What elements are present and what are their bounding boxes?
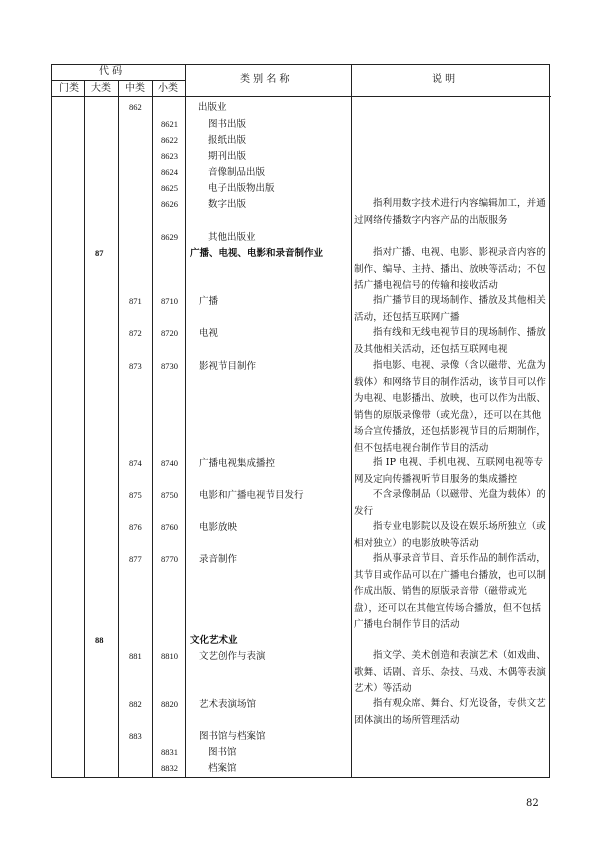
row-xiao-code: 8622 bbox=[161, 135, 178, 145]
divider-code bbox=[185, 65, 186, 777]
row-xiao-code: 8760 bbox=[161, 522, 178, 532]
row-name: 音像制品出版 bbox=[208, 167, 266, 178]
header-zhong: 中类 bbox=[125, 83, 145, 94]
row-name: 文艺创作与表演 bbox=[199, 651, 266, 662]
header-desc: 说 明 bbox=[432, 74, 456, 85]
divider-name bbox=[351, 65, 352, 777]
row-name: 广播电视集成播控 bbox=[199, 458, 276, 469]
header-name: 类 别 名 称 bbox=[240, 74, 290, 85]
divider-men bbox=[84, 80, 85, 777]
header-subline bbox=[52, 80, 185, 81]
row-xiao-code: 8770 bbox=[161, 554, 178, 564]
header-men: 门类 bbox=[59, 83, 79, 94]
row-name: 艺术表演场馆 bbox=[199, 699, 257, 710]
row-desc: 指对广播、电视、电影、影视录音内容的制作、编导、主持、播出、放映等活动；不包括广播电视信号的传输和接收活动 bbox=[354, 247, 547, 292]
row-desc: 指 IP 电视、手机电视、互联网电视等专网及定向传播视听节目服务的集成播控 bbox=[354, 457, 544, 485]
row-desc: 指从事录音节目、音乐作品的制作活动，其节目或作品可以在广播电台播放，也可以制作成出版、销售的原版录音带（磁带或光盘），还可以在其他宣传场合播放，但不包括广播电台制作节目的活动 bbox=[354, 553, 547, 631]
row-zhong-code: 882 bbox=[129, 699, 142, 709]
row-da-code: 87 bbox=[95, 248, 104, 258]
row-desc: 指有观众席、舞台、灯光设备，专供文艺团体演出的场所管理活动 bbox=[354, 698, 546, 726]
row-xiao-code: 8810 bbox=[161, 651, 178, 661]
row-xiao-code: 8624 bbox=[161, 167, 178, 177]
row-xiao-code: 8629 bbox=[161, 232, 178, 242]
row-name: 出版业 bbox=[198, 102, 227, 113]
row-name: 期刊出版 bbox=[208, 151, 247, 162]
row-xiao-code: 8740 bbox=[161, 458, 178, 468]
row-xiao-code: 8750 bbox=[161, 490, 178, 500]
row-name: 电影和广播电视节目发行 bbox=[199, 490, 304, 501]
row-zhong-code: 877 bbox=[129, 554, 142, 564]
row-name: 广播 bbox=[199, 296, 219, 307]
header-bottom-line bbox=[52, 96, 551, 97]
row-name: 图书馆 bbox=[208, 747, 237, 758]
row-name: 文化艺术业 bbox=[190, 635, 238, 646]
row-name: 电子出版物出版 bbox=[208, 183, 275, 194]
row-desc: 指电影、电视、录像（含以磁带、光盘为载体）和网络节目的制作活动，该节目可以作为电视、电影播出、放映，也可以作为出版、销售的原版录像带（或光盘），还可以在其他场合宣传播放，还包括影视节目的后期制作，但不包括电视台制作节目的活动 bbox=[354, 360, 547, 454]
divider-zhong bbox=[152, 80, 153, 777]
header-xiao: 小类 bbox=[158, 83, 178, 94]
row-zhong-code: 862 bbox=[129, 102, 142, 112]
row-name: 数字出版 bbox=[208, 199, 247, 210]
row-zhong-code: 883 bbox=[129, 731, 142, 741]
row-desc: 指专业电影院以及设在娱乐场所独立（或相对独立）的电影放映等活动 bbox=[354, 521, 546, 549]
row-xiao-code: 8625 bbox=[161, 183, 178, 193]
divider-da bbox=[118, 80, 119, 777]
row-xiao-code: 8623 bbox=[161, 151, 178, 161]
row-name: 档案馆 bbox=[208, 763, 237, 774]
row-name: 图书出版 bbox=[208, 119, 247, 130]
row-name: 广播、电视、电影和录音制作业 bbox=[190, 248, 324, 259]
row-name: 报纸出版 bbox=[208, 135, 247, 146]
row-name: 电影放映 bbox=[199, 522, 238, 533]
row-zhong-code: 875 bbox=[129, 490, 142, 500]
row-xiao-code: 8831 bbox=[161, 747, 178, 757]
row-zhong-code: 876 bbox=[129, 522, 142, 532]
page-number: 82 bbox=[526, 798, 539, 809]
row-name: 图书馆与档案馆 bbox=[199, 731, 266, 742]
row-name: 影视节目制作 bbox=[199, 361, 257, 372]
row-name: 电视 bbox=[199, 328, 219, 339]
row-xiao-code: 8626 bbox=[161, 199, 178, 209]
row-desc: 指利用数字技术进行内容编辑加工，并通过网络传播数字内容产品的出版服务 bbox=[354, 198, 546, 226]
row-zhong-code: 872 bbox=[129, 328, 142, 338]
row-desc: 指文学、美术创造和表演艺术（如戏曲、歌舞、话剧、音乐、杂技、马戏、木偶等表演艺术）等活动 bbox=[354, 650, 547, 695]
row-desc: 指有线和无线电视节目的现场制作、播放及其他相关活动，还包括互联网电视 bbox=[354, 327, 546, 355]
row-desc: 指广播节目的现场制作、播放及其他相关活动，还包括互联网广播 bbox=[354, 295, 546, 323]
row-zhong-code: 873 bbox=[129, 361, 142, 371]
header-da: 大类 bbox=[91, 83, 111, 94]
row-zhong-code: 874 bbox=[129, 458, 142, 468]
row-name: 录音制作 bbox=[199, 554, 238, 565]
row-desc: 不含录像制品（以磁带、光盘为载体）的发行 bbox=[354, 489, 546, 517]
row-xiao-code: 8621 bbox=[161, 119, 178, 129]
row-xiao-code: 8832 bbox=[161, 763, 178, 773]
row-xiao-code: 8710 bbox=[161, 296, 178, 306]
row-zhong-code: 881 bbox=[129, 651, 142, 661]
row-xiao-code: 8730 bbox=[161, 361, 178, 371]
header-code: 代 码 bbox=[99, 66, 123, 77]
row-xiao-code: 8720 bbox=[161, 328, 178, 338]
row-xiao-code: 8820 bbox=[161, 699, 178, 709]
row-zhong-code: 871 bbox=[129, 296, 142, 306]
row-name: 其他出版业 bbox=[208, 232, 256, 243]
row-da-code: 88 bbox=[95, 635, 104, 645]
